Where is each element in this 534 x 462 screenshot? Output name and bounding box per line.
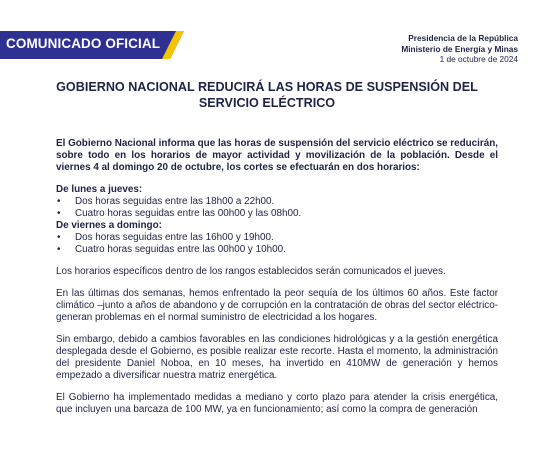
org-name: Presidencia de la República [408,33,518,43]
schedule-list [56,232,498,256]
official-communique-badge [0,31,184,59]
schedule-block-weekdays [56,184,498,220]
intro-paragraph: El Gobierno Nacional informa que las horas de suspensión del servicio eléctrico se reducirán, sobre todo en los horarios de mayor actividad y movilización de la población. Desde el viernes 4 al domingo 20 de octubre, los cortes se efectuarán en dos horarios: [56,138,498,173]
bullet: • [57,196,61,207]
document-date: 1 de octubre de 2024 [439,54,518,64]
list-item-text: Dos horas seguidas entre las 18h00 a 22h00. [75,196,275,207]
paragraph: El Gobierno ha implementado medidas a mediano y corto plazo para atender la crisis energética, que incluyen una barcaza de 100 MW, ya en funcionamiento; así como la compra de generación [56,392,498,415]
document-body [56,138,498,416]
list-item [56,208,498,220]
list-item-text: Cuatro horas seguidas entre las 00h00 y las 08h00. [75,208,302,219]
list-item-text: Dos horas seguidas entre las 16h00 y 19h00. [75,232,274,243]
paragraph: Sin embargo, debido a cambios favorables en las condiciones hidrológicas y a la gestión energética desplegada desde el Gobierno, es posible realizar este recorte. Hasta el momento, la administración del presidente Daniel Noboa, en 10 meses, ha invertido en 410MW de generación y hemos empezado a diversificar nuestra matriz energética. [56,334,498,381]
list-item-text: Cuatro horas seguidas entre las 00h00 y 10h00. [75,244,286,255]
schedule-title: De lunes a jueves: [56,184,143,195]
list-item [56,232,498,244]
list-item [56,196,498,208]
ministry-name: Ministerio de Energía y Minas [401,43,518,54]
headline: GOBIERNO NACIONAL REDUCIRÁ LAS HORAS DE SUSPENSIÓN DEL SERVICIO ELÉCTRICO [56,80,478,110]
paragraph: Los horarios específicos dentro de los rangos establecidos serán comunicados el jueves. [56,266,446,277]
schedule-block-weekend [56,220,498,256]
badge-label: COMUNICADO OFICIAL [6,36,161,51]
bullet: • [57,208,61,219]
paragraph: En las últimas dos semanas, hemos enfrentado la peor sequía de los últimos 60 años. Este factor climático –junto a años de abandono y de corrupción en la contratación de obras del sector eléctrico- generan problemas en el normal suministro de electricidad a los hogares. [56,288,498,323]
schedule-title: De viernes a domingo: [56,220,162,231]
issuer-block [401,33,518,65]
list-item [56,244,498,256]
bullet: • [57,244,61,255]
bullet: • [57,232,61,243]
schedule-list [56,196,498,220]
